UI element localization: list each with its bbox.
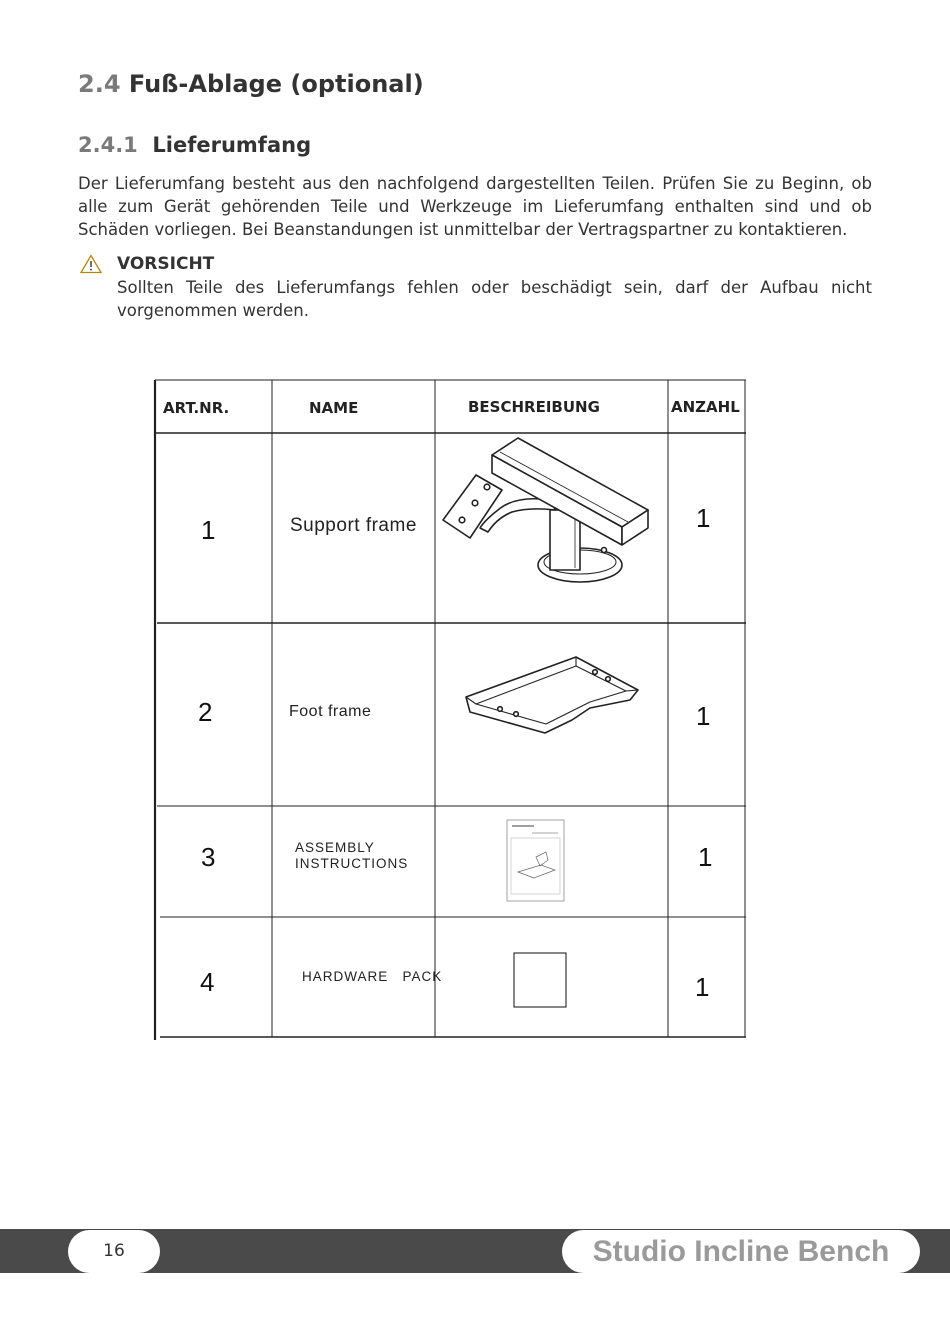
table-row-art-nr: 1 [201,515,216,545]
header-name: NAME [309,399,359,417]
support-frame-drawing [443,438,648,582]
product-title: Studio Incline Bench [592,1235,890,1268]
header-description: BESCHREIBUNG [468,398,600,416]
table-row-art-nr: 2 [198,697,213,727]
manual-booklet-drawing [507,820,564,901]
table-row-quantity: 1 [695,972,710,1002]
foot-frame-drawing [466,657,638,733]
table-row-quantity: 1 [696,701,711,731]
header-art-nr: ART.NR. [163,399,230,417]
hardware-pack-box [514,953,566,1007]
page-number: 16 [103,1241,125,1261]
table-row-name: Support frame [290,515,417,536]
section-title: Fuß-Ablage (optional) [128,70,424,98]
subsection-title: Lieferumfang [152,133,312,157]
subsection-number: 2.4.1 [78,133,138,157]
section-number: 2.4 [78,70,121,98]
header-quantity: ANZAHL [671,398,740,416]
intro-paragraph: Der Lieferumfang besteht aus den nachfolgend dargestellten Teilen. Prüfen Sie zu Beginn, ob alle zum Gerät gehörenden Teile und Werkzeuge im Lieferumfang enthalten sind und ob Schäden vorliegen. Bei Beanstandungen ist unmittelbar der Vertragspartner zu kontaktieren. [78,174,872,239]
table-row-art-nr: 4 [200,967,215,997]
table-row-name: HARDWARE PACK [302,969,443,984]
table-row-name: Foot frame [289,703,372,720]
table-row-name: ASSEMBLY INSTRUCTIONS [295,840,409,871]
table-row-quantity: 1 [696,503,711,533]
table-row-quantity: 1 [698,842,713,872]
table-row-art-nr: 3 [201,842,216,872]
warning-title: VORSICHT [117,254,215,274]
warning-text: Sollten Teile des Lieferumfangs fehlen oder beschädigt sein, darf der Aufbau nicht vorgenommen werden. [117,278,872,320]
